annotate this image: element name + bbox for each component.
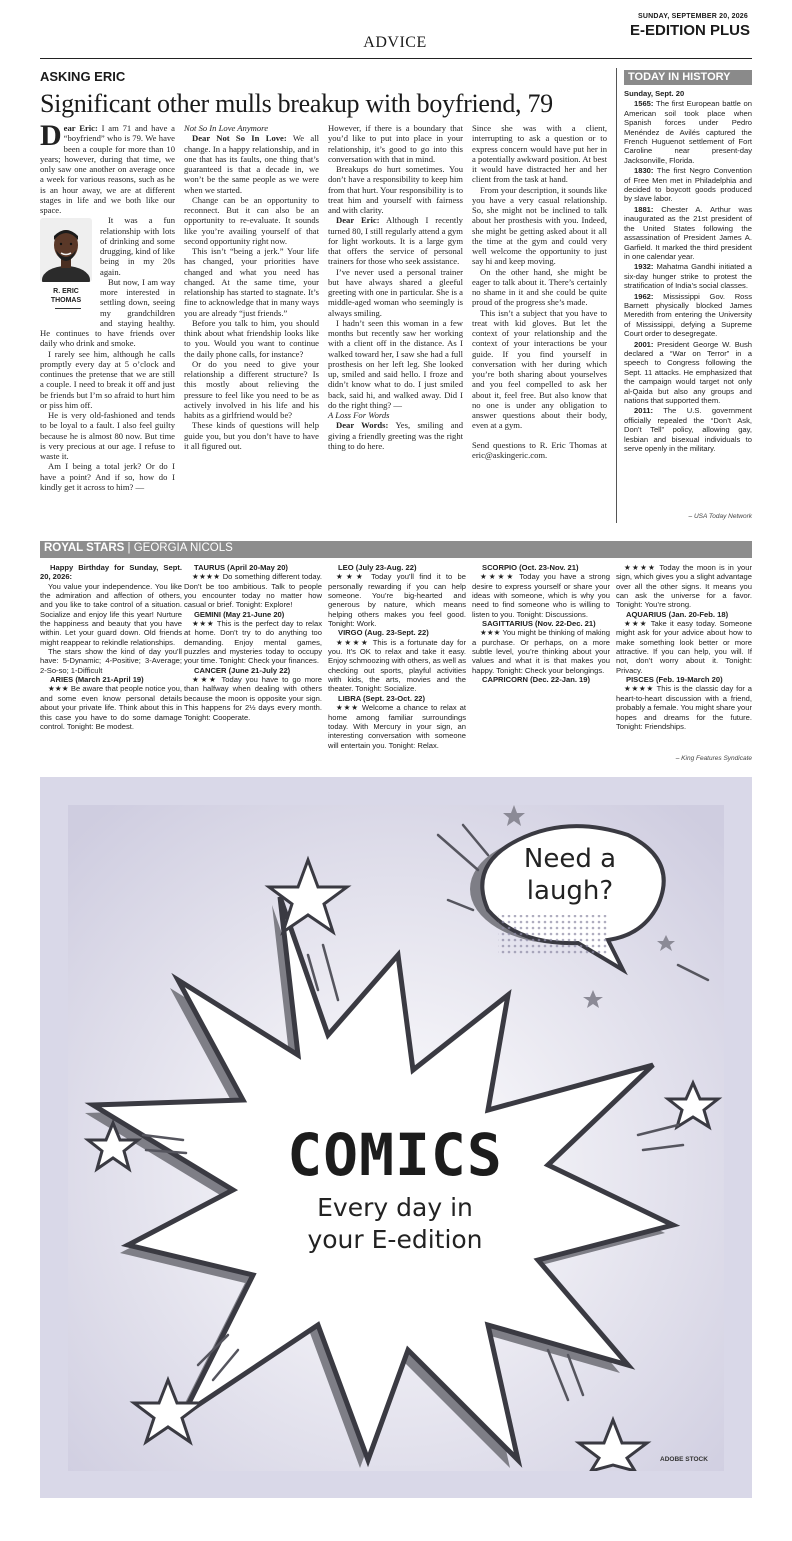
column-name: ASKING ERIC xyxy=(40,69,126,84)
history-entry: 1565: The first European battle on American soil took place when Spanish forces under Pedro Menéndez de Avilés captured the French Huguenot settlement of Fort Caroline near present-day Jacksonville, Florida. xyxy=(624,99,752,165)
history-body xyxy=(624,89,752,454)
sign-heading: VIRGO (Aug. 23-Sept. 22) xyxy=(338,628,429,638)
sign-heading: TAURUS (April 20-May 20) xyxy=(194,563,288,572)
history-entry: 2011: The U.S. government officially repealed the “Don’t Ask, Don’t Tell” policy, allowing gay, lesbian and bisexual individuals to serve openly in the military. xyxy=(624,406,752,454)
article-paragraph: I rarely see him, although he calls promptly every day at 5 o’clock and continues the pretense that we are still a couple. I need to break it off and just be friends but I’m so afraid to hurt him or piss him off. xyxy=(40,348,175,410)
publication-date: SUNDAY, SEPTEMBER 20, 2026 xyxy=(638,13,748,20)
letter-salutation: Dear Eric: xyxy=(336,215,380,226)
sign-heading: SCORPIO (Oct. 23-Nov. 21) xyxy=(482,563,579,572)
article-paragraph: He is very old-fashioned and tends to be loyal to a fault. I also feel guilty because he is almost 80 now. But time is very precious at our age. I refuse to waste it. xyxy=(40,410,175,461)
horoscope-text: ★★★ Today you’ll find it to be personally rewarding if you can help someone. You’re big-hearted and generous by nature, which means helping others makes you feel good. Tonight: Work. xyxy=(328,572,466,629)
horoscope-column-5 xyxy=(616,563,752,763)
article-paragraph: Am I being a total jerk? Or do I have a point? And if so, how do I kindly get it across to him? — xyxy=(40,461,175,492)
article-column-2 xyxy=(184,123,319,523)
comics-title: COMICS xyxy=(287,1121,503,1189)
article-paragraph: Although I recently turned 80, I still regularly attend a gym for light workouts. It is a large gym that offers the service of personal trainers for those who seek assistance. xyxy=(328,215,463,267)
horoscope-text: ★★★★ This is a fortunate day for you. It’s OK to relax and take it easy. Enjoy schmoozing with others, as well as checking out sports, playful activities with kids, the arts, movies and the theater. Tonight: Socialize. xyxy=(328,637,467,694)
horoscope-text: ★★★★ Do something different today. Don’t be too ambitious. Talk to people you encounter today no matter how casual or brief. Tonight: Explore! xyxy=(184,572,322,610)
history-header: TODAY IN HISTORY xyxy=(624,70,752,85)
sign-heading: CAPRICORN (Dec. 22-Jan. 19) xyxy=(482,675,591,685)
article-paragraph: But now, I am way more interested in settling down, seeing my grandchildren and staying healthy. He continues to have friends over daily who drink and smoke. xyxy=(40,276,175,349)
sign-heading: AQUARIUS (Jan. 20-Feb. 18) xyxy=(626,609,729,619)
speech-bubble-text: Need a laugh? xyxy=(523,844,617,906)
author-portrait-icon xyxy=(40,218,92,282)
drop-cap: D xyxy=(40,119,62,152)
halftone-dots xyxy=(498,915,608,955)
article-paragraph: However, if there is a boundary that you’d like to put into place in your relationship, it’s good to go into this conversation with that in mind. xyxy=(328,123,463,164)
author-box xyxy=(40,218,96,321)
horoscope-scale: The stars show the kind of day you’ll have: 5-Dynamic; 4-Positive; 3-Average; 2-So-so; 1-Difficult xyxy=(40,647,182,675)
author-rule xyxy=(55,308,81,309)
sidebar-rule xyxy=(616,68,617,523)
horoscope-credit: – King Features Syndicate xyxy=(675,755,752,762)
history-entry: 1962: Mississippi Gov. Ross Barnett physically blocked James Meredith from entering the University of Mississippi, defying a Supreme Court order to desegregate. xyxy=(624,291,752,339)
article-paragraph: These kinds of questions will help guide you, but you don’t have to have it all figured out. xyxy=(184,420,319,451)
section-title: ADVICE xyxy=(363,34,427,51)
comics-subtitle: Every day in your E-edition xyxy=(307,1193,483,1254)
article-paragraph: We all change. In a happy relationship, and in one that has its faults, one thing that’s guaranteed is that a decade in, we won’t be the same people as we were when we started. xyxy=(184,133,319,195)
article-paragraph: I’ve never used a personal trainer but have always shared a gleeful greeting with one in particular. She is a middle-aged woman who seemingly is always smiling. xyxy=(328,266,463,318)
horoscope-column-4 xyxy=(472,563,610,763)
article-column-4 xyxy=(472,123,607,523)
horoscope-text: ★★★★ Today the moon is in your sign, which gives you a slight advantage over all the other signs. It means you can ask the universe for a favor. Tonight: You’re strong. xyxy=(616,563,752,610)
article-paragraph: On the other hand, she might be eager to talk about it. There’s certainly no shame in it and she could be quite proud of the progress she’s made. xyxy=(472,266,607,308)
author-name: R. ERIC THOMAS xyxy=(50,288,82,305)
history-credit: – USA Today Network xyxy=(688,513,752,520)
top-rule xyxy=(40,58,752,59)
letter-signoff: A Loss For Words xyxy=(328,410,390,420)
sign-heading: SAGITTARIUS (Nov. 22-Dec. 21) xyxy=(482,619,596,629)
article-paragraph: This isn’t “being a jerk.” Your life has changed, your priorities have changed and what you need has changed. At the same time, your relationship has started to stagnate. It’s fine to acknowledge that in many ways you are already “just friends.” xyxy=(184,246,319,318)
article-column-3 xyxy=(328,123,463,523)
article-column-1 xyxy=(40,119,175,523)
history-entry: 1932: Mahatma Gandhi initiated a six-day hunger strike to protest the stratification of India’s social classes. xyxy=(624,262,752,291)
sign-heading: LIBRA (Sept. 23-Oct. 22) xyxy=(338,693,426,703)
birthday-heading: Happy Birthday for Sunday, Sept. 20, 2026: xyxy=(40,563,182,582)
reply-salutation: Dear Words: xyxy=(336,420,389,431)
article-paragraph: Yes, smiling and giving a friendly greeting was the right thing to do here. xyxy=(328,420,463,451)
author-photo xyxy=(40,218,92,282)
horoscope-text: ★★★ Take it easy today. Someone might ask for your advice about how to make something look better or more attractive. If you can help, you will. If not, don’t worry about it. Tonight: Privacy. xyxy=(616,619,752,675)
reply-salutation: Dear Not So In Love: xyxy=(192,133,287,144)
article-paragraph: Change can be an opportunity to reconnect. But it can also be an opportunity to re-evaluate. It sounds like you’re availing yourself of that second opportunity right now. xyxy=(184,194,319,246)
horoscope-text: ★★★ You might be thinking of making a purchase. Or perhaps, on a more subtle level, you’re thinking about your values and what it is that makes you happy. Tonight: Check your belongings. xyxy=(472,628,610,675)
sign-heading: ARIES (March 21-April 19) xyxy=(50,675,144,685)
article-paragraph: This isn’t a subject that you have to treat with kid gloves. But let the context of your relationship and the context of your interactions be your guide. If you find yourself in conversation with her during which you’re both sharing about yourselves and you feel compelled to ask her about it, feel free. But also know that no one is under any obligation to answer questions about their body, even at a gym. xyxy=(472,307,607,431)
article-paragraph: Breakups do hurt sometimes. You don’t have a responsibility to keep him from that hurt. Your responsibility is to treat him and yourself with fairness and with clarity. xyxy=(328,164,463,215)
article-paragraph: Or do you need to give your relationship a different structure? Is this mostly about relieving the pressure to feel like you need to be as actively involved in his life and his habits as a girlfriend would be? xyxy=(184,358,319,420)
letter-salutation: ear Eric: xyxy=(63,123,98,133)
article-paragraph: It was a fun relationship with lots of drinking and some drugging, kind of like being in my 20s again. xyxy=(100,215,175,277)
article-paragraph: Before you talk to him, you should think about what friendship looks like to you. Would you want to continue the daily phone calls, for instance? xyxy=(184,317,319,359)
sign-heading: PISCES (Feb. 19-March 20) xyxy=(626,675,723,685)
edition-name: E-EDITION PLUS xyxy=(629,22,750,39)
horoscope-text: ★★★ Be aware that people notice you, and some even know personal details about your private life. Think about this in this case you have to do some damage control. Tonight: Be modest. xyxy=(40,684,182,731)
article-paragraph: Since she was with a client, interrupting to ask a question or to express concern would have put her in a potentially awkward position. At best it would have distracted her and her client from the task at hand. xyxy=(472,123,607,185)
horoscope-text: ★★★★ This is the classic day for a heart-to-heart discussion with a friend, probably a female. You might share your hopes and dreams for the future. Tonight: Friendships. xyxy=(616,684,752,731)
history-date: Sunday, Sept. 20 xyxy=(624,89,685,98)
article-paragraph: I am 71 and have a “boyfriend” who is 79. We have been a couple for more than 10 years; however, during that time, we only saw one another on average once a week for various reasons, such as he is an hour away, we are at different stages in life and we both like our space. xyxy=(40,123,175,215)
letter-signoff: Not So In Love Anymore xyxy=(184,123,269,133)
horoscope-header: ROYAL STARS | GEORGIA NICOLS xyxy=(40,541,752,558)
horoscope-column-2 xyxy=(184,563,322,763)
headline: Significant other mulls breakup with boyfriend, 79 xyxy=(40,89,553,118)
article-paragraph: I hadn’t seen this woman in a few months but recently saw her working with a client off in the distance. As I walked toward her, I saw she had a full prosthesis on her left leg. She looked up, smiled and said hello. I froze and didn’t know what to do. I just smiled back, said hi, and walked away. Did I do the right thing? — xyxy=(328,317,463,410)
sign-heading: CANCER (June 21-July 22) xyxy=(194,665,291,675)
image-credit: ADOBE STOCK xyxy=(660,1456,708,1463)
horoscope-text: ★★★ Today you have to go more than halfway when dealing with others because the moon is opposite your sign. This happens for 2½ days every month. Tonight: Cooperate. xyxy=(184,675,322,722)
history-entry: 2001: President George W. Bush declared a “War on Terror” in a speech to Congress following the Sept. 11 attacks. He emphasized that the campaign would target not only al-Qaida but also any groups and nations that supported them. xyxy=(624,339,752,405)
sign-heading: LEO (July 23-Aug. 22) xyxy=(338,563,417,572)
sign-heading: GEMINI (May 21-June 20) xyxy=(194,609,285,619)
horoscope-text: ★★★ This is the perfect day to relax at home. Don’t try to do anything too demanding. Enjoy mental games, puzzles and mysteries today to occupy your time. Tonight: Check your finances. xyxy=(184,619,322,666)
horoscope-column-3 xyxy=(328,563,466,763)
article-paragraph: From your description, it sounds like you have a very casual relationship. So, she might not be inclined to talk about her prosthesis with you. Indeed, she might be getting asked about it all the time at the gym and could very well welcome the opportunity to just say hi and keep moving. xyxy=(472,184,607,267)
horoscope-column-1 xyxy=(40,563,182,763)
history-entry: 1881: Chester A. Arthur was inaugurated as the 21st president of the United States following the assassination of President James A. Garfield. It marked the third president in one calendar year. xyxy=(624,204,752,261)
submission-note: Send questions to R. Eric Thomas at eric@askingeric.com. xyxy=(472,439,607,460)
horoscope-text: You value your independence. You like the admiration and affection of others, and you like to take control of a situation. Socialize and enjoy life this year! Nurture the happiness and beauty that you have within. Let your guard down. Old friends might reappear to rekindle relationships. xyxy=(40,581,182,647)
horoscope-text: ★★★ Welcome a chance to relax at home among familiar surroundings today. With Mercury in your sign, an interesting conversation with someone will entertain you. Tonight: Relax. xyxy=(328,703,466,750)
history-entry: 1830: The first Negro Convention of Free Men met in Philadelphia and decided to boycott goods produced by slave labor. xyxy=(624,166,752,204)
horoscope-text: ★★★★ Today you have a strong desire to express yourself or share your ideas with someone, which is why you need to find someone who is willing to listen to you. Tonight: Discussions. xyxy=(472,572,610,619)
